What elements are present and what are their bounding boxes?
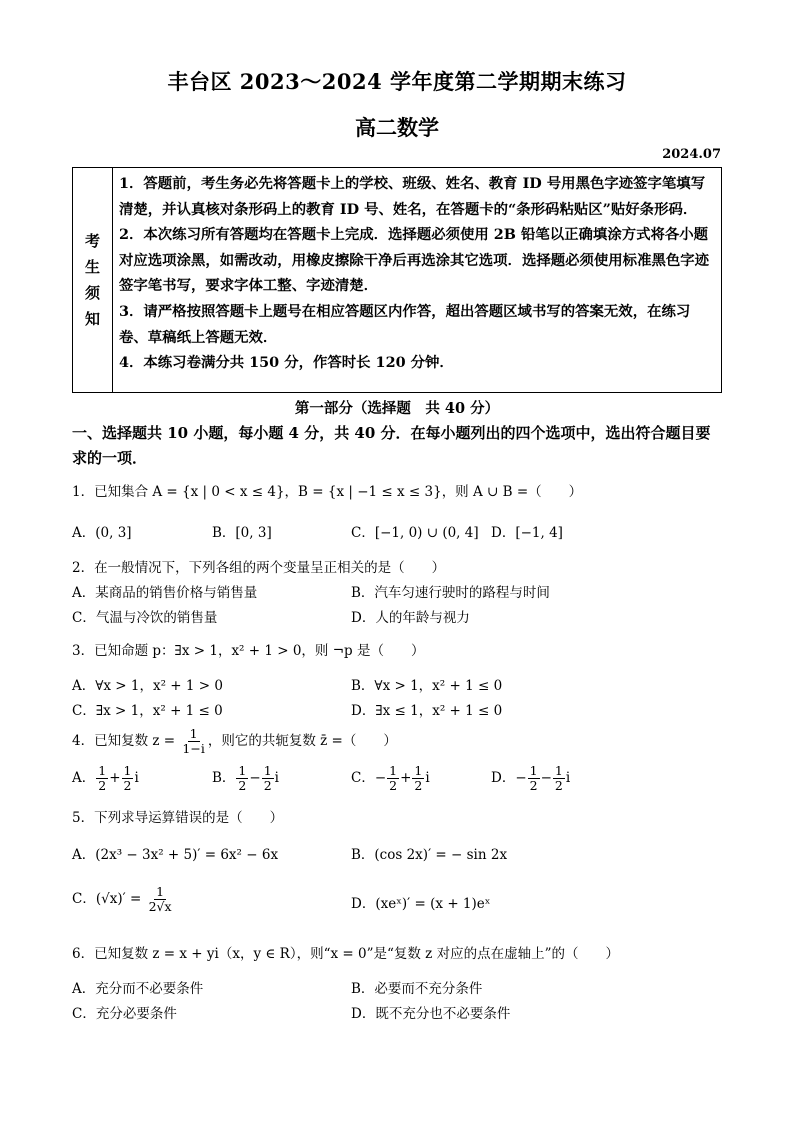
fraction-numerator: 1 bbox=[123, 763, 132, 778]
fraction-denominator: 2 bbox=[554, 778, 563, 793]
fraction-numerator: 1 bbox=[98, 763, 107, 778]
exam-subject: 高二数学 bbox=[355, 115, 439, 140]
question-3 bbox=[72, 639, 424, 659]
question-stem: 3．已知命题 p：∃x > 1，x² + 1 > 0，则 ¬p 是（ ） bbox=[72, 643, 425, 659]
notice-label-char: 生 bbox=[84, 258, 100, 276]
stem-text: ，则它的共轭复数 z̄ =（ ） bbox=[207, 733, 397, 749]
fraction-denominator: 1−i bbox=[182, 741, 205, 756]
stem-text: ， bbox=[284, 484, 299, 500]
notice-item: 1．答题前，考生务必先将答题卡上的学校、班级、姓名、教育 ID 号用黑色字迹签字笔填写清楚，并认真核对条形码上的教育 ID 号、姓名，在答题卡的“条形码粘贴区”贴好条形码． bbox=[119, 175, 706, 218]
question-5 bbox=[72, 806, 283, 826]
option-label: B． bbox=[212, 770, 236, 786]
imaginary-unit: i bbox=[274, 770, 279, 786]
fraction bbox=[180, 727, 206, 756]
fraction-denominator: 2 bbox=[123, 778, 132, 793]
question-6 bbox=[72, 942, 619, 962]
fraction-numerator: 1 bbox=[189, 726, 198, 741]
option-d bbox=[491, 764, 570, 793]
option-c bbox=[72, 885, 175, 914]
fraction-numerator: 1 bbox=[554, 763, 563, 778]
question-stem: 6．已知复数 z = x + yi（x，y ∈ R），则“x = 0”是“复数 z 对应的点在虚轴上”的（ ） bbox=[72, 946, 619, 962]
option-label: A． bbox=[72, 770, 96, 786]
fraction-denominator: 2 bbox=[529, 778, 538, 793]
fraction-denominator: 2 bbox=[414, 778, 423, 793]
derivative-expression: (√x)′ = bbox=[95, 891, 146, 907]
fraction-numerator: 1 bbox=[529, 763, 538, 778]
operator: + bbox=[400, 770, 412, 786]
option-b: B．汽车匀速行驶时的路程与时间 bbox=[351, 585, 550, 601]
option-label: C． bbox=[351, 770, 375, 786]
notice-label-char: 知 bbox=[84, 310, 100, 328]
fraction-denominator: 2√x bbox=[148, 899, 172, 914]
stem-text: 1．已知集合 bbox=[72, 484, 153, 500]
notice-item: 3．请严格按照答题卡上题号在相应答题区内作答，超出答题区域书写的答案无效，在练习卷、草稿纸上答题无效． bbox=[119, 302, 691, 346]
fraction bbox=[96, 764, 108, 793]
option-a: A．(0, 3] bbox=[72, 525, 132, 541]
notice-label-char: 考 bbox=[84, 232, 100, 250]
option-d: D．(xeˣ)′ = (x + 1)eˣ bbox=[351, 896, 491, 912]
fraction-denominator: 2 bbox=[238, 778, 247, 793]
option-b: B．必要而不充分条件 bbox=[351, 981, 483, 997]
stem-text: 4．已知复数 z = bbox=[72, 733, 180, 749]
option-b: B．∀x > 1，x² + 1 ≤ 0 bbox=[351, 678, 503, 694]
operator: − bbox=[540, 770, 552, 786]
fraction bbox=[262, 764, 274, 793]
fraction-numerator: 1 bbox=[238, 763, 247, 778]
notice-item: 2．本次练习所有答题均在答题卡上完成．选择题必须使用 2B 铅笔以正确填涂方式将各小题对应选项涂黑，如需改动，用橡皮擦除干净后再选涂其它选项．选择题必须使用标准黑色字迹签字笔书写，要求字体工整、字迹清楚． bbox=[119, 226, 710, 295]
option-b: B．[0, 3] bbox=[212, 525, 272, 541]
question-2 bbox=[72, 556, 445, 576]
notice-label-char: 须 bbox=[84, 284, 100, 302]
option-b bbox=[212, 764, 279, 793]
question-stem bbox=[72, 484, 582, 500]
question-4 bbox=[72, 727, 397, 756]
fraction bbox=[147, 885, 174, 914]
fraction-denominator: 2 bbox=[98, 778, 107, 793]
exam-title: 丰台区 2023～2024 学年度第二学期期末练习 bbox=[167, 69, 627, 94]
option-a: A．某商品的销售价格与销售量 bbox=[72, 585, 258, 601]
question-stem: 5．下列求导运算错误的是（ ） bbox=[72, 810, 284, 826]
fraction bbox=[412, 764, 424, 793]
option-c: C．气温与冷饮的销售量 bbox=[72, 610, 218, 626]
option-c bbox=[351, 764, 430, 793]
fraction bbox=[122, 764, 134, 793]
fraction bbox=[236, 764, 248, 793]
option-d: D．既不充分也不必要条件 bbox=[351, 1006, 511, 1022]
fraction bbox=[387, 764, 399, 793]
notice-item: 4．本练习卷满分共 150 分，作答时长 120 分钟． bbox=[119, 354, 454, 372]
question-stem bbox=[72, 726, 397, 756]
fraction bbox=[528, 764, 540, 793]
imaginary-unit: i bbox=[134, 770, 139, 786]
set-b: B = {x | −1 ≤ x ≤ 3} bbox=[298, 484, 442, 500]
operator: + bbox=[109, 770, 121, 786]
question-1 bbox=[72, 480, 582, 500]
option-a: A．充分而不必要条件 bbox=[72, 981, 204, 997]
sign: − bbox=[515, 770, 527, 786]
section-instructions: 一、选择题共 10 小题，每小题 4 分，共 40 分．在每小题列出的四个选项中，选出符合题目要求的一项． bbox=[72, 424, 711, 467]
fraction-denominator: 2 bbox=[389, 778, 398, 793]
option-d: D．∃x ≤ 1，x² + 1 ≤ 0 bbox=[351, 703, 503, 719]
set-a: A = {x | 0 < x ≤ 4} bbox=[152, 484, 285, 500]
option-a: A．∀x > 1，x² + 1 > 0 bbox=[72, 678, 223, 694]
fraction-numerator: 1 bbox=[389, 763, 398, 778]
examinee-notice-box bbox=[72, 167, 722, 393]
question-stem: 2．在一般情况下，下列各组的两个变量呈正相关的是（ ） bbox=[72, 560, 446, 576]
stem-text: ，则 A ∪ B =（ ） bbox=[441, 484, 583, 500]
option-c: C．充分必要条件 bbox=[72, 1006, 177, 1022]
option-c: C．[−1, 0) ∪ (0, 4] bbox=[351, 525, 479, 541]
fraction bbox=[553, 764, 565, 793]
fraction-numerator: 1 bbox=[414, 763, 423, 778]
option-a: A．(2x³ − 3x² + 5)′ = 6x² − 6x bbox=[72, 847, 279, 863]
sign: − bbox=[374, 770, 387, 786]
option-a bbox=[72, 764, 139, 793]
imaginary-unit: i bbox=[425, 770, 430, 786]
notice-label bbox=[73, 168, 113, 392]
fraction-numerator: 1 bbox=[156, 884, 165, 899]
option-d: D．人的年龄与视力 bbox=[351, 610, 470, 626]
option-c: C．∃x > 1，x² + 1 ≤ 0 bbox=[72, 703, 223, 719]
fraction-denominator: 2 bbox=[263, 778, 272, 793]
option-d: D．[−1, 4] bbox=[491, 525, 563, 541]
exam-date: 2024.07 bbox=[662, 147, 721, 162]
part-one-title: 第一部分（选择题 共 40 分） bbox=[294, 400, 500, 417]
option-b: B．(cos 2x)′ = − sin 2x bbox=[351, 847, 508, 863]
notice-items bbox=[113, 168, 721, 392]
fraction-numerator: 1 bbox=[263, 763, 272, 778]
imaginary-unit: i bbox=[565, 770, 571, 786]
option-label: D． bbox=[491, 770, 516, 786]
operator: − bbox=[249, 770, 261, 786]
option-label: C． bbox=[72, 891, 96, 907]
